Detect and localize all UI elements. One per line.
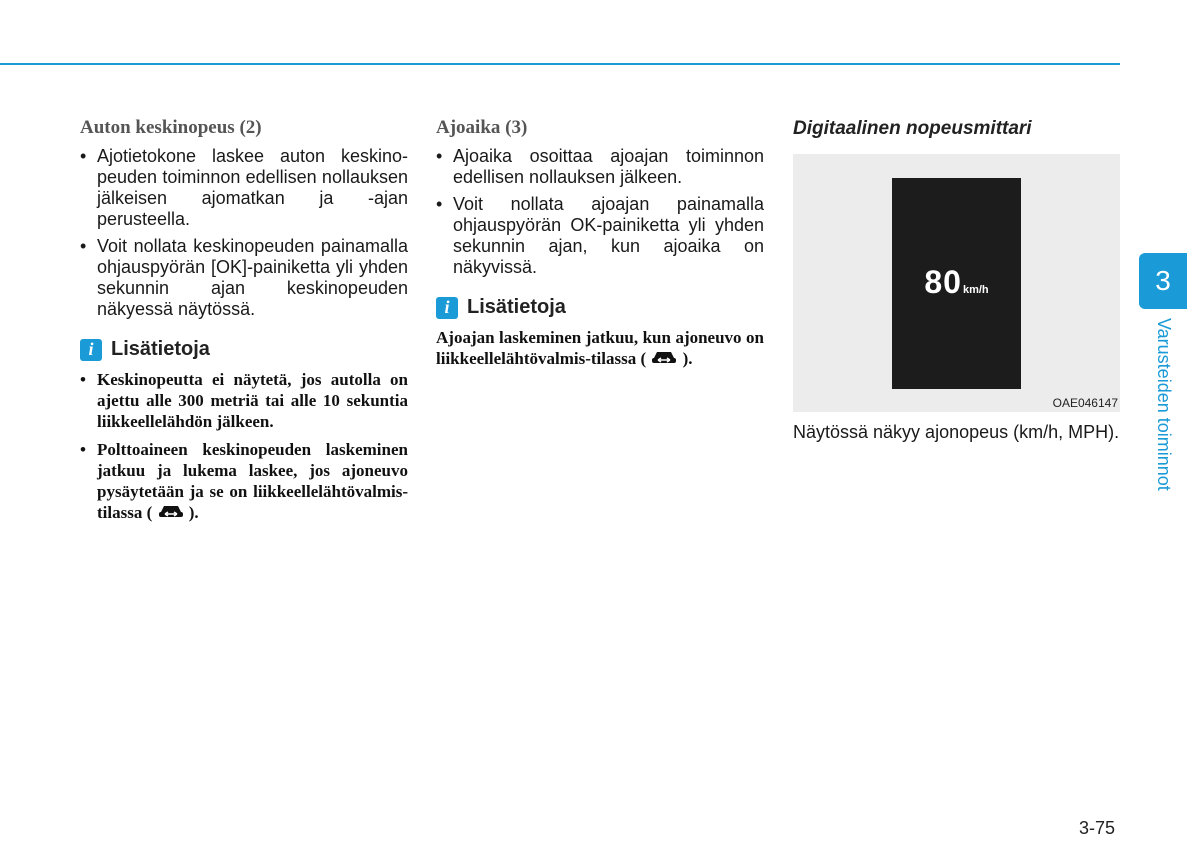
info-header — [436, 296, 764, 319]
speedometer-figure — [793, 154, 1120, 412]
column-digital-speedometer — [793, 116, 1120, 443]
list-item: • Ajotietokone laskee auton keskinopeuden toiminnon edellisen nollauksen jälkeisen ajomatkan ja -ajan perusteella. — [80, 146, 408, 230]
info-paragraph — [436, 327, 764, 369]
info-title: Lisätietoja — [467, 296, 566, 318]
car-ready-icon — [650, 350, 678, 366]
info-text-tail: ). — [188, 503, 199, 522]
driving-time-list — [436, 146, 764, 278]
speedometer-heading: Digitaalinen nopeusmittari — [793, 118, 1032, 139]
car-ready-icon — [157, 504, 185, 520]
info-icon: i — [80, 339, 102, 361]
info-header — [80, 338, 408, 361]
list-item: • Ajoaika osoittaa ajoajan toiminnon edellisen nollauksen jälkeen. — [436, 146, 764, 188]
list-item — [80, 439, 408, 523]
chapter-title-text: Varusteiden toiminnot — [1154, 318, 1174, 491]
driving-time-heading: Ajoaika (3) — [436, 117, 528, 138]
column-driving-time — [436, 116, 764, 369]
list-item: • Voit nollata keskinopeuden painamalla ohjauspyörän [OK]-painiketta yli yhden sekunnin ajan keskinopeuden näkyessä näytössä. — [80, 236, 408, 320]
page-number: 3-75 — [1079, 818, 1116, 838]
speed-readout — [892, 264, 1021, 301]
info-text: Ajoajan laskeminen jatkuu, kun ajoneuvo on liikkeellelähtövalmis-tilassa ( — [436, 328, 764, 368]
figure-caption: Näytössä näkyy ajonopeus (km/h, MPH). — [793, 422, 1120, 442]
average-speed-heading: Auton keskinopeus (2) — [80, 117, 262, 138]
info-text: Polttoaineen keskinopeuden laskeminen jatkuu ja lukema laskee, jos ajoneuvo pysäytetään ja se on liikkeellelähtövalmis-tilassa ( — [97, 440, 408, 522]
speed-unit: km/h — [962, 284, 989, 296]
info-list — [80, 369, 408, 523]
info-text-tail: ). — [682, 349, 693, 368]
info-icon: i — [436, 297, 458, 319]
figure-code: OAE046147 — [1052, 396, 1118, 410]
list-item: • Keskinopeutta ei näytetä, jos autolla on ajettu alle 300 metriä tai alle 10 sekuntia liikkeellelähdön jälkeen. — [80, 369, 408, 432]
top-rule — [0, 63, 1120, 65]
chapter-number-tab: 3 — [1139, 253, 1187, 309]
average-speed-list — [80, 146, 408, 320]
column-average-speed — [80, 116, 408, 530]
list-item: • Voit nollata ajoajan painamalla ohjauspyörän OK-painiketta yli yhden sekunnin ajan, kun ajoaika on näkyvissä. — [436, 194, 764, 278]
chapter-title — [1152, 318, 1176, 504]
speed-value: 80 — [924, 264, 962, 300]
info-title: Lisätietoja — [111, 338, 210, 360]
speed-display — [892, 178, 1021, 389]
